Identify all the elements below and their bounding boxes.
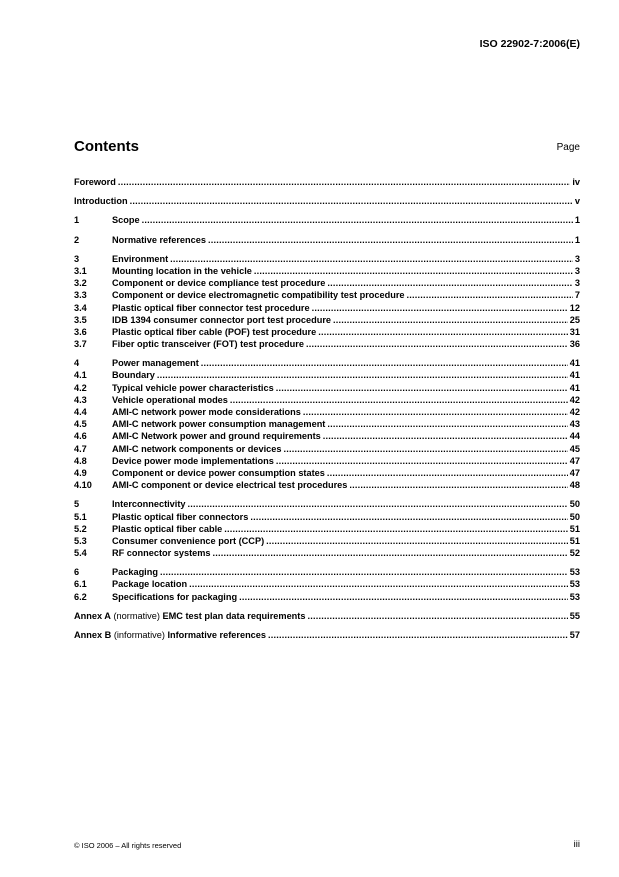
toc-entry-number: 6.1 [74, 579, 87, 590]
annex-qualifier: (normative) [110, 610, 163, 621]
toc-entry-title-text: Component or device electromagnetic compatibility test procedure [112, 290, 405, 301]
toc-entry-title [112, 314, 331, 326]
dot-leader [201, 357, 568, 369]
dot-leader [333, 314, 568, 326]
dot-leader [306, 338, 568, 350]
toc-entry-title [74, 176, 116, 188]
toc-entry-number: 4.6 [74, 431, 87, 442]
toc-entry-number: 4.5 [74, 419, 87, 430]
page-number: iii [573, 839, 580, 850]
toc-entry-page: 42 [569, 394, 580, 405]
toc-entry-page: 50 [569, 511, 580, 522]
dot-leader [170, 253, 573, 265]
dot-leader [266, 535, 568, 547]
toc-entry-title [112, 302, 310, 314]
toc-entry-page: 3 [574, 265, 580, 276]
toc-entry[interactable] [74, 467, 580, 479]
toc-entry-page: 25 [569, 314, 580, 325]
toc-entry-title [112, 277, 325, 289]
toc-entry-title [112, 326, 316, 338]
toc-entry-page: 7 [574, 290, 580, 301]
toc-entry[interactable] [74, 578, 580, 590]
toc-entry-page: 1 [574, 234, 580, 245]
toc-entry-page: 41 [569, 370, 580, 381]
toc-entry[interactable] [74, 338, 580, 350]
toc-entry-number: 4.9 [74, 467, 87, 478]
toc-entry-title [112, 382, 274, 394]
toc-entry-title-text: Mounting location in the vehicle [112, 265, 252, 276]
toc-entry-title-text: Vehicle operational modes [112, 394, 228, 405]
toc-entry-number: 5.3 [74, 535, 87, 546]
toc-entry-page: 51 [569, 523, 580, 534]
dot-leader [230, 394, 568, 406]
toc-entry-page: 50 [569, 499, 580, 510]
toc-entry-title-text: Specifications for packaging [112, 591, 238, 602]
toc-entry[interactable] [74, 302, 580, 314]
toc-entry[interactable] [74, 547, 580, 559]
toc-entry-number: 4.3 [74, 394, 87, 405]
dot-leader [349, 479, 567, 491]
toc-entry-page: 41 [569, 382, 580, 393]
toc-entry[interactable] [74, 443, 580, 455]
toc-entry-title [112, 406, 301, 418]
toc-entry-title [74, 610, 305, 622]
toc-entry[interactable] [74, 629, 580, 641]
toc-entry-title-text: AMI-C network components or devices [112, 443, 282, 454]
dot-leader [323, 430, 568, 442]
toc-entry-title-text: Normative references [112, 234, 206, 245]
toc-entry-page: 47 [569, 467, 580, 478]
toc-entry-page: 53 [569, 591, 580, 602]
dot-leader [118, 176, 570, 188]
document-id: ISO 22902-7:2006(E) [479, 38, 580, 50]
toc-entry-number: 6.2 [74, 591, 87, 602]
toc-entry[interactable] [74, 326, 580, 338]
dot-leader [160, 566, 568, 578]
toc-entry-number: 3.6 [74, 326, 87, 337]
toc-entry-title-text: Fiber optic transceiver (FOT) test procedure [112, 339, 304, 350]
toc-entry-page: iv [572, 177, 580, 187]
toc-entry-page: 53 [569, 567, 580, 578]
toc-entry-page: 3 [574, 278, 580, 289]
toc-entry-title-text: Boundary [112, 370, 155, 381]
toc-entry-number: 4.2 [74, 382, 87, 393]
toc-entry[interactable] [74, 176, 580, 188]
toc-entry-title-text: RF connector systems [112, 548, 211, 559]
toc-entry-title [112, 455, 274, 467]
toc-entry-page: 45 [569, 443, 580, 454]
toc-entry-title [112, 265, 252, 277]
copyright-notice: © ISO 2006 – All rights reserved [74, 841, 182, 850]
toc-entry-title-text: Plastic optical fiber cable [112, 523, 223, 534]
toc-entry-page: 55 [569, 610, 580, 621]
toc-entry-page: 53 [569, 579, 580, 590]
toc-entry[interactable] [74, 357, 580, 369]
toc-entry-title [112, 357, 199, 369]
toc-entry[interactable] [74, 214, 580, 226]
toc-entry-title [112, 418, 325, 430]
toc-entry-title-text: Plastic optical fiber connectors [112, 511, 249, 522]
toc-entry-title [112, 547, 211, 559]
dot-leader [142, 214, 573, 226]
dot-leader [303, 406, 568, 418]
toc-entry-number: 4 [74, 358, 80, 369]
toc-entry-title [112, 394, 228, 406]
toc-entry[interactable] [74, 430, 580, 442]
toc-entry-page: 43 [569, 419, 580, 430]
toc-entry-page: 1 [574, 215, 580, 226]
dot-leader [250, 511, 567, 523]
toc-entry[interactable] [74, 418, 580, 430]
toc-entry-title-text: Component or device compliance test procedure [112, 278, 326, 289]
toc-entry-title [112, 479, 347, 491]
toc-entry[interactable] [74, 406, 580, 418]
toc-entry-page: v [574, 196, 580, 207]
toc-entry[interactable] [74, 195, 580, 207]
dot-leader [188, 498, 568, 510]
contents-heading: Contents [74, 138, 139, 155]
toc-entry-page: 12 [569, 302, 580, 313]
toc-entry-title [112, 214, 140, 226]
toc-entry-title-text: Package location [112, 579, 188, 590]
toc-entry-title [112, 443, 282, 455]
toc-entry-number: 3.7 [74, 339, 87, 350]
toc-entry[interactable] [74, 511, 580, 523]
toc-entry-number: 2 [74, 234, 80, 245]
toc-entry-title [112, 511, 248, 523]
toc-entry[interactable] [74, 369, 580, 381]
toc-entry-title-text: AMI-C component or device electrical test procedures [112, 480, 348, 491]
toc-entry[interactable] [74, 498, 580, 510]
toc-entry-title-text: Plastic optical fiber connector test procedure [112, 302, 310, 313]
toc-entry-page: 47 [569, 455, 580, 466]
toc-entry[interactable] [74, 289, 580, 301]
toc-entry-title-text: AMI-C Network power and ground requirements [112, 431, 321, 442]
dot-leader [157, 369, 568, 381]
toc-entry[interactable] [74, 523, 580, 535]
toc-entry-number: 4.4 [74, 407, 87, 417]
toc-entry-title [112, 234, 206, 246]
dot-leader [239, 591, 568, 603]
toc-entry-number: 3 [74, 253, 80, 264]
toc-entry-number: 5.1 [74, 511, 87, 522]
toc-entry-title-text: Scope [112, 215, 140, 226]
toc-entry-title [112, 430, 321, 442]
dot-leader [327, 418, 567, 430]
dot-leader [213, 547, 568, 559]
toc-entry-number: 5.2 [74, 523, 87, 534]
toc-entry-title-text: Annex A [74, 610, 111, 621]
toc-entry-title-text: Component or device power consumption states [112, 467, 325, 478]
toc-entry-title [112, 467, 325, 479]
toc-entry-number: 5 [74, 499, 80, 510]
toc-entry-title [112, 523, 222, 535]
dot-leader [284, 443, 568, 455]
toc-entry-title [112, 578, 187, 590]
toc-entry-page: 51 [569, 535, 580, 546]
toc-entry-title-text: Annex B [74, 630, 112, 640]
toc-entry-page: 57 [569, 630, 580, 640]
annex-qualifier: (informative) [111, 630, 168, 640]
toc-entry-title [112, 289, 405, 301]
dot-leader [276, 382, 568, 394]
toc-entry-title-text: Environment [112, 253, 169, 264]
toc-entry-number: 4.8 [74, 455, 87, 466]
dot-leader [224, 523, 567, 535]
toc-entry-number: 4.10 [74, 480, 92, 491]
toc-entry-title-text: Device power mode implementations [112, 455, 274, 466]
toc-entry-number: 3.3 [74, 290, 87, 301]
toc-entry-title [112, 253, 168, 265]
toc-entry-page: 42 [569, 407, 580, 417]
toc-entry-title-text: IDB 1394 consumer connector port test procedure [112, 314, 332, 325]
toc-entry-page: 44 [569, 431, 580, 442]
dot-leader [407, 289, 573, 301]
toc-entry-title-text: Power management [112, 358, 199, 369]
dot-leader [189, 578, 568, 590]
dot-leader [327, 277, 572, 289]
toc-entry-title [112, 566, 158, 578]
toc-entry[interactable] [74, 610, 580, 622]
toc-entry-number: 3.1 [74, 265, 87, 276]
toc-entry-page: 3 [574, 253, 580, 264]
toc-entry-number: 4.1 [74, 370, 87, 381]
toc-entry[interactable] [74, 265, 580, 277]
toc-entry[interactable] [74, 277, 580, 289]
toc-entry-title [112, 535, 264, 547]
toc-entry-title-text: Typical vehicle power characteristics [112, 382, 274, 393]
toc-entry-page: 48 [569, 480, 580, 491]
dot-leader [268, 629, 568, 641]
toc-entry[interactable] [74, 591, 580, 603]
toc-entry-title [112, 369, 155, 381]
toc-entry-number: 6 [74, 567, 80, 578]
toc-entry-number: 3.2 [74, 278, 87, 289]
toc-entry-number: 1 [74, 215, 80, 226]
toc-entry-number: 5.4 [74, 548, 87, 559]
toc-entry-title [112, 498, 186, 510]
dot-leader [318, 326, 568, 338]
toc-entry[interactable] [74, 455, 580, 467]
toc-entry-title [74, 195, 128, 207]
toc-entry-title-text: Interconnectivity [112, 499, 186, 510]
toc-entry-title-text: Introduction [74, 196, 128, 207]
toc-entry-number: 3.5 [74, 314, 87, 325]
toc-entry[interactable] [74, 382, 580, 394]
toc-entry-title-text: Plastic optical fiber cable (POF) test procedure [112, 326, 317, 337]
toc-entry[interactable] [74, 253, 580, 265]
toc-entry-page: 52 [569, 548, 580, 559]
toc-entry-title-text: AMI-C network power mode considerations [112, 407, 301, 417]
toc-entry[interactable] [74, 535, 580, 547]
toc-entry-page: 31 [569, 326, 580, 337]
toc-entry[interactable] [74, 566, 580, 578]
table-of-contents [74, 176, 580, 641]
toc-entry-number: 3.4 [74, 302, 87, 313]
dot-leader [276, 455, 568, 467]
toc-entry[interactable] [74, 479, 580, 491]
dot-leader [327, 467, 568, 479]
toc-entry-number: 4.7 [74, 443, 87, 454]
dot-leader [130, 195, 573, 207]
toc-entry-page: 41 [569, 358, 580, 369]
dot-leader [254, 265, 573, 277]
annex-title: Informative references [167, 630, 267, 640]
toc-entry-title-text: Consumer convenience port (CCP) [112, 535, 265, 546]
toc-entry-page: 36 [569, 339, 580, 350]
dot-leader [312, 302, 568, 314]
toc-entry-title-text: Foreword [74, 177, 116, 187]
toc-entry-title [74, 629, 266, 641]
toc-entry[interactable] [74, 314, 580, 326]
toc-entry-title-text: Packaging [112, 567, 158, 578]
dot-leader [208, 234, 573, 246]
toc-entry-title [112, 338, 304, 350]
page-column-label: Page [556, 142, 580, 153]
toc-entry-title-text: AMI-C network power consumption management [112, 419, 326, 430]
dot-leader [307, 610, 567, 622]
annex-title: EMC test plan data requirements [162, 610, 306, 621]
toc-entry[interactable] [74, 234, 580, 246]
toc-entry[interactable] [74, 394, 580, 406]
toc-entry-title [112, 591, 237, 603]
